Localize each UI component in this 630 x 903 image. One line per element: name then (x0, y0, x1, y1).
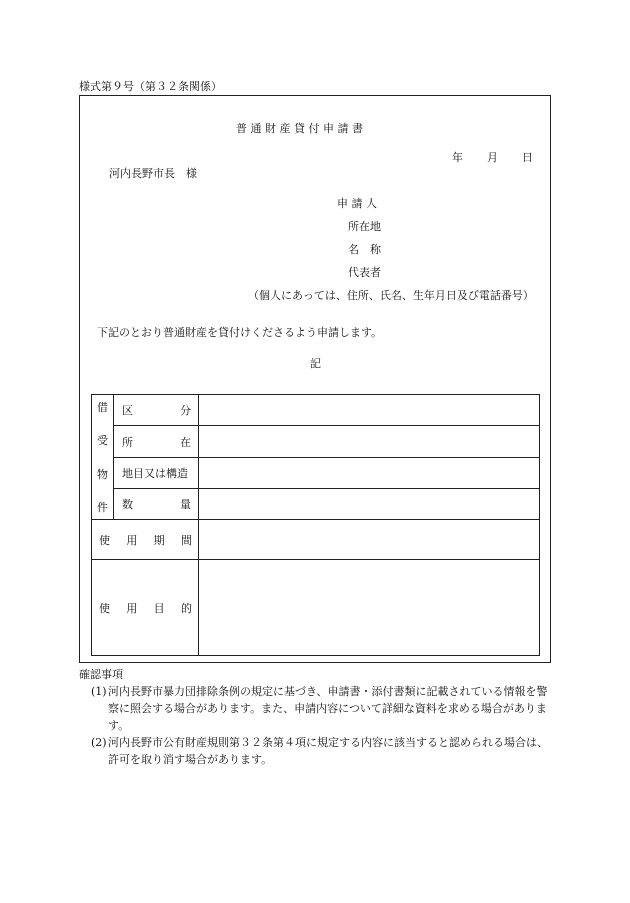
group-char-4: 件 (97, 500, 108, 514)
applicant-heading: 申 請 人 (337, 197, 377, 210)
document-title: 普 通 財 産 貸 付 申 請 書 (236, 122, 363, 135)
confirm-item-2-text: 河内長野市公有財産規則第３２条第４項に規定する内容に該当すると認められる場合は、許可を取り消す場合があります。 (108, 736, 548, 766)
confirm-item-2 (91, 734, 551, 768)
confirm-item-2-number: (2) (91, 736, 107, 749)
row-label-kikan: 使 用 期 間 (92, 520, 199, 560)
shozai-field[interactable] (199, 426, 540, 458)
applicant-address-label: 所在地 (348, 220, 381, 233)
confirm-item-1-number: (1) (91, 685, 107, 698)
suryo-field[interactable] (199, 489, 540, 520)
mokuteki-field[interactable] (199, 560, 540, 656)
form-label: 様式第９号（第３２条関係） (79, 80, 222, 93)
row-label-kubun: 区 分 (114, 395, 199, 426)
applicant-representative-label: 代表者 (348, 266, 381, 279)
property-table (91, 394, 540, 656)
group-char-2: 受 (97, 434, 108, 448)
row-label-mokuteki: 使 用 目 的 (92, 560, 199, 656)
kubun-field[interactable] (199, 395, 540, 426)
ki-label: 記 (310, 357, 321, 370)
date-day: 日 (522, 151, 533, 164)
group-char-1: 借 (97, 401, 108, 414)
applicant-name-label-2: 称 (370, 243, 381, 256)
row-label-suryo: 数 量 (114, 489, 199, 520)
confirm-item-1 (91, 683, 551, 734)
confirm-item-1-text: 河内長野市暴力団排除条例の規定に基づき、申請書・添付書類に記載されている情報を警察に照会する場合があります。また、申請内容について詳細な資料を求める場合があります。 (108, 685, 548, 732)
group-char-3: 物 (97, 467, 108, 481)
borrowed-property-group-label (92, 395, 114, 520)
date-month: 月 (487, 151, 498, 164)
addressee: 河内長野市長 様 (109, 167, 197, 180)
applicant-name-label-1: 名 (348, 243, 359, 256)
row-label-shozai: 所 在 (114, 426, 199, 458)
applicant-note: （個人にあっては、住所、氏名、生年月日及び電話番号） (248, 289, 534, 302)
confirm-heading: 確認事項 (79, 668, 123, 681)
kikan-field[interactable] (199, 520, 540, 560)
date-year: 年 (452, 151, 463, 164)
row-label-chimoku: 地目又は構造 (114, 458, 199, 489)
chimoku-field[interactable] (199, 458, 540, 489)
application-statement: 下記のとおり普通財産を貸付けくださるよう申請します。 (97, 326, 383, 339)
